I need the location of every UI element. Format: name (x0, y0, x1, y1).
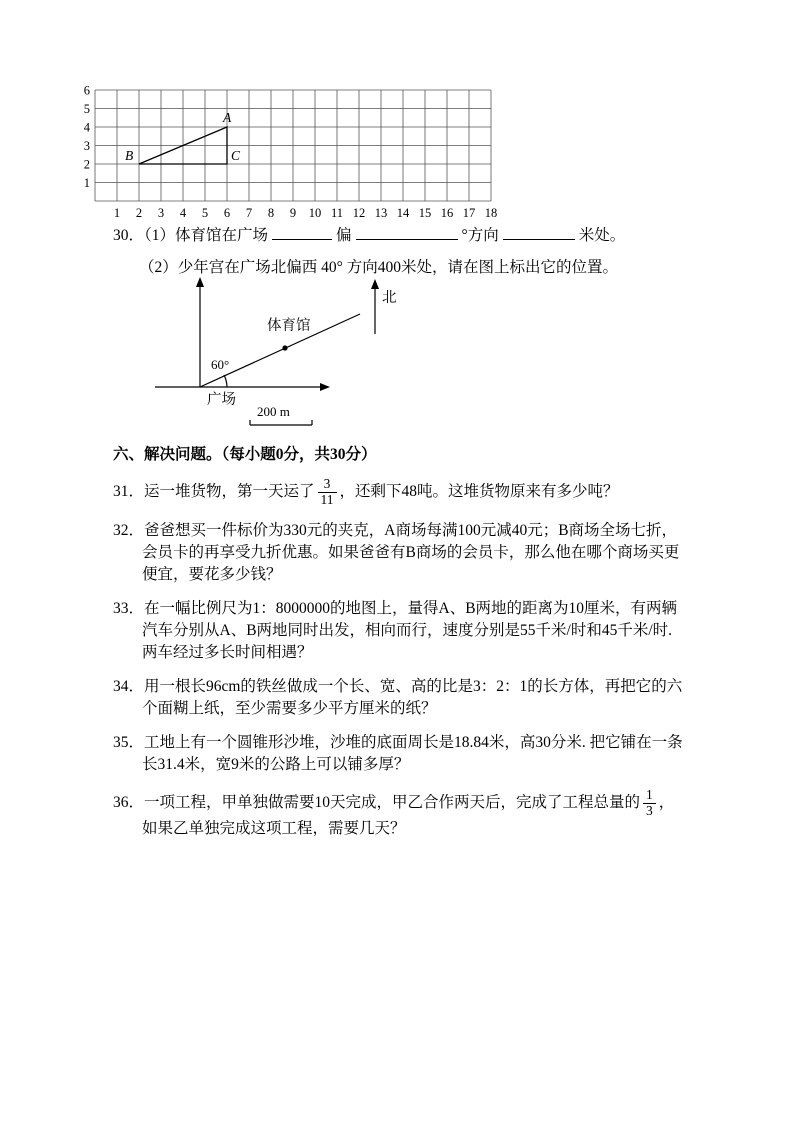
y-tick-label: 1 (83, 176, 90, 190)
fraction-numerator: 3 (318, 477, 337, 493)
section-6-title: 六、解决问题。（每小题0分，共30分） (113, 446, 377, 463)
point-label-a: A (223, 110, 232, 125)
x-tick-label: 11 (330, 206, 344, 220)
y-tick-label: 6 (83, 84, 90, 98)
question-31-text-2: ，还剩下48吨。这堆货物原来有多少吨？ (339, 482, 619, 500)
question-30-text-4: 米处。 (578, 227, 626, 244)
question-33: 33．在一幅比例尺为1：8000000的地图上，量得A、B两地的距离为10厘米，有两辆汽车分别从A、B两地同时出发，相向而行，速度分别是55千米/时和45千米/时. 两车经过多长时间相遇？ (113, 599, 678, 661)
x-tick-label: 12 (352, 206, 366, 220)
question-30-text-3: °方向 (461, 227, 499, 244)
x-tick-label: 3 (157, 206, 165, 220)
x-tick-label: 10 (308, 206, 322, 220)
coordinate-grid-chart (77, 84, 503, 230)
direction-diagram (145, 272, 455, 449)
north-arrowhead-icon (371, 279, 379, 289)
y-tick-label: 5 (83, 102, 90, 116)
x-tick-label: 5 (201, 206, 209, 220)
question-32: 32．爸爸想买一件标价为330元的夹克，A商场每满100元减40元；B商场全场七折，会员卡的再享受九折优惠。如果爸爸有B商场的会员卡，那么他在哪个商场买更便宜，要花多少钱？ (113, 521, 680, 583)
question-34: 34．用一根长96cm的铁丝做成一个长、宽、高的比是3：2：1的长方体，再把它的六个面糊上纸，至少需要多少平方厘米的纸？ (113, 677, 683, 717)
y-tick-label: 3 (83, 139, 90, 153)
scale-label: 200 m (257, 404, 290, 419)
x-tick-label: 17 (462, 206, 476, 220)
x-tick-label: 8 (267, 206, 275, 220)
point-label-b: B (125, 148, 134, 163)
fraction-denominator: 11 (320, 491, 334, 507)
right-arrowhead-icon (320, 383, 330, 391)
x-tick-label: 14 (396, 206, 410, 220)
question-36 (113, 788, 685, 841)
plaza-label: 广场 (207, 392, 236, 408)
gym-label: 体育馆 (267, 318, 311, 334)
angle-arc (224, 375, 227, 387)
question-30-line1 (113, 222, 691, 249)
north-label: 北 (382, 290, 397, 306)
fraction-1-3 (643, 788, 656, 819)
x-tick-label: 1 (113, 206, 121, 220)
answer-blank-3 (503, 225, 575, 240)
x-tick-label: 9 (289, 206, 297, 220)
angle-label: 60° (211, 357, 230, 372)
x-tick-label: 2 (135, 206, 143, 220)
x-tick-label: 7 (245, 206, 253, 220)
fraction-3-11 (318, 477, 337, 508)
y-tick-label: 2 (83, 157, 90, 172)
x-tick-label: 18 (484, 206, 498, 220)
question-30-line2: （2）少年宫在广场北偏西 40° 方向400米处，请在图上标出它的位置。 (139, 259, 618, 276)
question-30-text-2: 偏 (336, 227, 352, 244)
answer-blank-1 (272, 225, 332, 240)
answer-blank-2 (356, 225, 458, 240)
question-31 (113, 477, 685, 508)
direction-diagram-svg (145, 272, 455, 444)
point-label-c: C (231, 148, 241, 163)
question-31-text-1: 31．运一堆货物，第一天运了 (113, 482, 315, 500)
x-tick-label: 15 (418, 206, 432, 220)
x-tick-label: 6 (223, 206, 231, 220)
x-tick-label: 13 (374, 206, 388, 220)
question-35: 35．工地上有一个圆锥形沙堆，沙堆的底面周长是18.84米，高30分米. 把它铺在一条长31.4米，宽9米的公路上可以铺多厚？ (113, 733, 683, 773)
grid-plot-svg (77, 84, 503, 225)
y-tick-label: 4 (83, 120, 90, 135)
question-30-text-1: 30．（1）体育馆在广场 (113, 227, 269, 244)
x-tick-label: 4 (179, 206, 187, 220)
up-arrowhead-icon (196, 277, 204, 287)
x-tick-label: 16 (440, 206, 454, 220)
fraction-denominator: 3 (646, 802, 653, 818)
question-36-text-1: 36．一项工程，甲单独做需要10天完成，甲乙合作两天后，完成了工程总量的 (113, 793, 641, 811)
gym-point-dot (282, 345, 287, 350)
question-36-text-2: ，如果乙单独完成这项工程，需要几天？ (142, 793, 675, 838)
fraction-numerator: 1 (643, 788, 656, 804)
section-6 (113, 444, 685, 852)
